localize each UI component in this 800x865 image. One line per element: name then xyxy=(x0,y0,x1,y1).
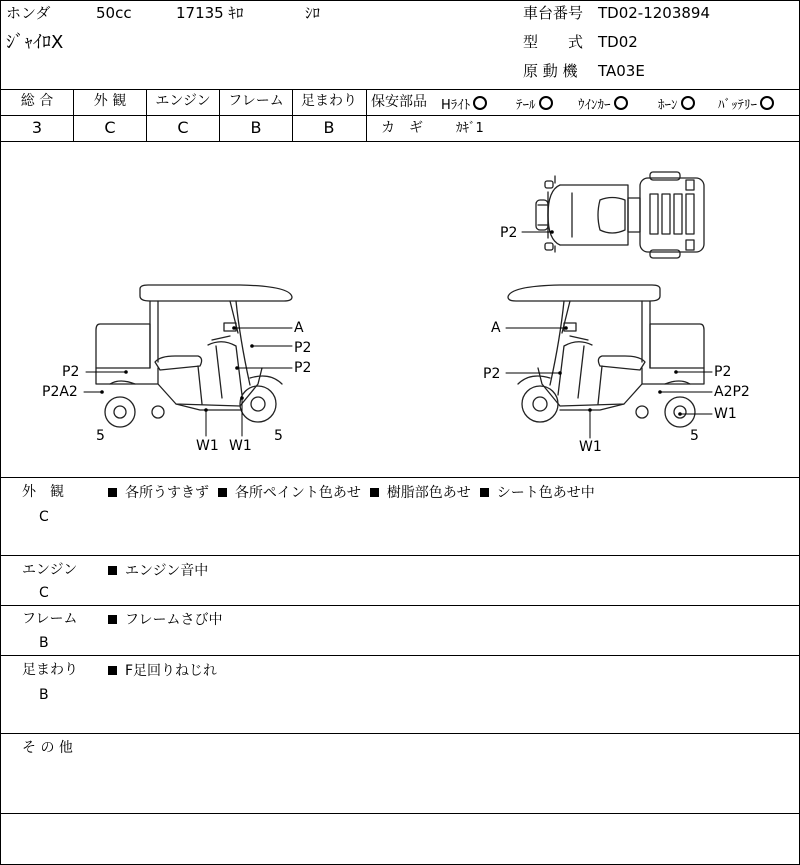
damage-label: P2 xyxy=(294,360,312,376)
body-color: ｼﾛ xyxy=(305,4,321,22)
scooter-top-view xyxy=(536,172,704,258)
maker: ホンダ xyxy=(6,4,51,22)
grade-value-suspension: B xyxy=(323,118,335,137)
divider xyxy=(0,655,800,656)
divider xyxy=(0,733,800,734)
remark-item: 各所うすきず xyxy=(125,485,209,501)
remark-grade: C xyxy=(39,585,49,601)
mileage: 17135 ｷﾛ xyxy=(176,4,244,22)
safety-item-label: ﾃｰﾙ xyxy=(516,98,536,113)
type-label: 型 式 xyxy=(523,33,584,51)
divider xyxy=(0,555,800,556)
damage-label: A xyxy=(491,320,501,336)
grade-label-overall: 総 合 xyxy=(20,93,54,109)
frame-no: TD02-1203894 xyxy=(598,4,711,22)
damage-label: P2 xyxy=(294,340,312,356)
remark-items xyxy=(108,613,222,627)
safety-label: 保安部品 xyxy=(371,94,427,110)
damage-label: 5 xyxy=(690,428,699,444)
grade-label-frame: フレーム xyxy=(228,93,284,109)
divider xyxy=(0,605,800,606)
remark-item: 各所ペイント色あせ xyxy=(234,485,361,501)
damage-label: P2 xyxy=(714,364,732,380)
bullet-square-icon xyxy=(480,488,489,497)
damage-label: W1 xyxy=(196,438,219,454)
damage-label: A2P2 xyxy=(714,384,750,400)
damage-label: P2 xyxy=(500,225,518,241)
remark-label: フレーム xyxy=(22,611,78,627)
safety-item-label: ﾎｰﾝ xyxy=(658,98,678,113)
grade-label-suspension: 足まわり xyxy=(301,93,357,109)
damage-label: 5 xyxy=(96,428,105,444)
model-name: ｼﾞｬｲﾛX xyxy=(6,32,64,53)
bullet-square-icon xyxy=(108,488,117,497)
remark-grade: B xyxy=(39,687,49,703)
remark-item: エンジン音中 xyxy=(125,563,209,579)
safety-item-label: Hﾗｲﾄ xyxy=(441,98,471,113)
other-label: そ の 他 xyxy=(22,740,73,756)
remark-label: 外 観 xyxy=(22,484,64,500)
remark-label: エンジン xyxy=(22,562,78,578)
grade-value-engine: C xyxy=(177,118,189,137)
remark-item: フレームさび中 xyxy=(125,612,223,628)
divider xyxy=(0,477,800,478)
remark-grade: B xyxy=(39,635,49,651)
grade-label-engine: エンジン xyxy=(155,93,211,109)
safety-item-label: ｳｲﾝｶｰ xyxy=(578,98,611,113)
damage-label: A xyxy=(294,320,304,336)
remark-items xyxy=(108,486,595,500)
damage-label: P2A2 xyxy=(42,384,78,400)
bullet-square-icon xyxy=(108,666,117,675)
remark-items xyxy=(108,664,217,678)
engine-value: TA03E xyxy=(598,62,645,80)
remark-item: 樹脂部色あせ xyxy=(386,485,471,501)
scooter-right-view xyxy=(508,285,704,427)
grade-value-exterior: C xyxy=(104,118,116,137)
damage-label: P2 xyxy=(62,364,80,380)
damage-label: W1 xyxy=(714,406,737,422)
bullet-square-icon xyxy=(108,615,117,624)
damage-label: 5 xyxy=(274,428,283,444)
safety-item-label: ﾊﾞｯﾃﾘｰ xyxy=(718,98,757,113)
bullet-square-icon xyxy=(218,488,227,497)
bullet-square-icon xyxy=(370,488,379,497)
displacement: 50cc xyxy=(96,4,132,22)
frame-no-label: 車台番号 xyxy=(523,4,584,22)
key-value: ｶｷﾞ1 xyxy=(456,121,484,136)
remark-grade: C xyxy=(39,509,49,525)
remark-item: シート色あせ中 xyxy=(496,485,595,501)
remark-items xyxy=(108,564,208,578)
damage-label: W1 xyxy=(229,438,252,454)
divider xyxy=(0,813,800,814)
bullet-square-icon xyxy=(108,566,117,575)
key-label: カ ギ xyxy=(381,120,423,136)
remark-item: F足回りねじれ xyxy=(125,663,218,679)
grade-value-frame: B xyxy=(250,118,262,137)
remark-label: 足まわり xyxy=(22,662,78,678)
engine-label: 原 動 機 xyxy=(523,62,578,80)
scooter-left-view xyxy=(96,285,292,427)
damage-label: W1 xyxy=(579,439,602,455)
grade-label-exterior: 外 観 xyxy=(93,93,127,109)
damage-label: P2 xyxy=(483,366,501,382)
type-value: TD02 xyxy=(598,33,638,51)
grade-value-overall: 3 xyxy=(31,118,43,137)
